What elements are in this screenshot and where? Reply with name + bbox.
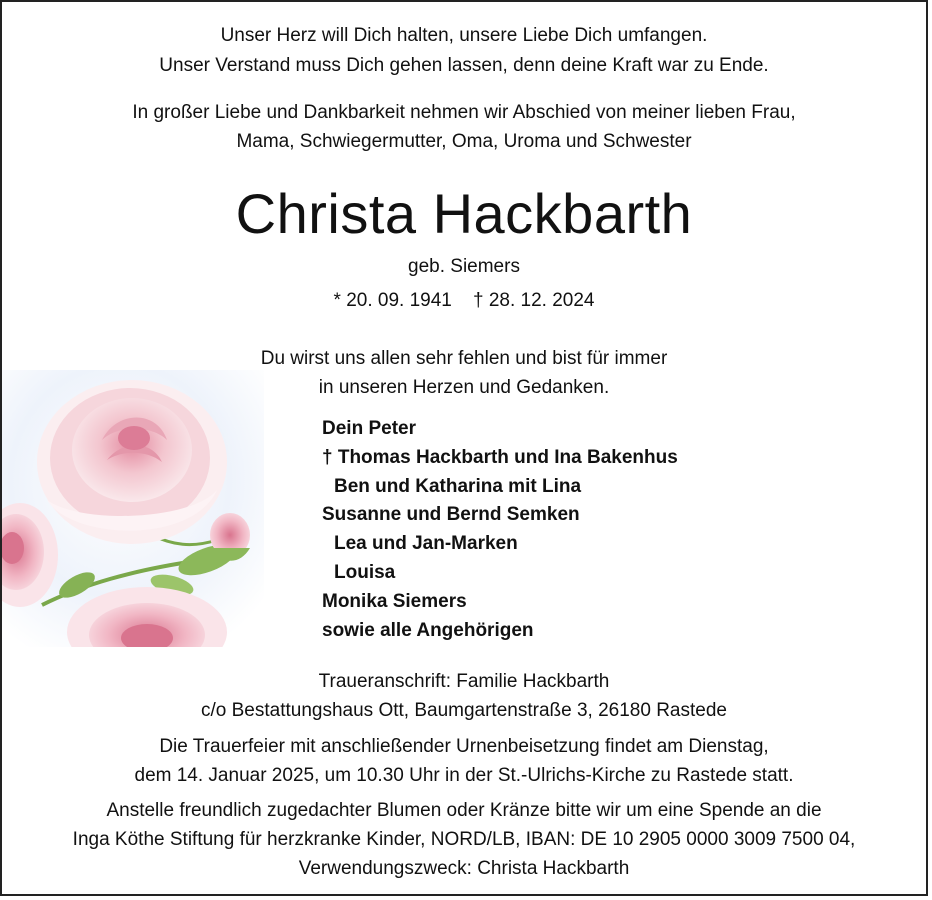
donation-line-3: Verwendungszweck: Christa Hackbarth: [298, 858, 630, 879]
roses-image: [2, 370, 264, 647]
donation-line-2: Inga Köthe Stiftung für herzkranke Kinder, NORD/LB, IBAN: DE 10 2905 0000 3009 7500 04,: [72, 829, 856, 850]
mourner-8: sowie alle Angehörigen: [322, 620, 534, 641]
mourner-2: † Thomas Hackbarth und Ina Bakenhus: [322, 447, 678, 468]
mourner-6: Louisa: [334, 562, 396, 583]
address-line-1: Traueranschrift: Familie Hackbarth: [318, 671, 610, 692]
donation-line-1: Anstelle freundlich zugedachter Blumen oder Kränze bitte wir um eine Spende an die: [106, 800, 822, 821]
ceremony-line-2: dem 14. Januar 2025, um 10.30 Uhr in der St.-Ulrichs-Kirche zu Rastede statt.: [134, 765, 794, 786]
deceased-name: Christa Hackbarth: [235, 182, 693, 245]
farewell-line-1: Du wirst uns allen sehr fehlen und bist für immer: [260, 348, 668, 369]
main-rose: [37, 380, 227, 544]
mourner-3: Ben und Katharina mit Lina: [334, 476, 582, 497]
life-dates: * 20. 09. 1941 † 28. 12. 2024: [333, 290, 595, 311]
poem-line-2: Unser Verstand muss Dich gehen lassen, denn deine Kraft war zu Ende.: [159, 55, 769, 76]
mourner-7: Monika Siemers: [322, 591, 467, 612]
mourner-5: Lea und Jan-Marken: [334, 533, 518, 554]
mourner-1: Dein Peter: [322, 418, 416, 439]
address-line-2: c/o Bestattungshaus Ott, Baumgartenstraße 3, 26180 Rastede: [201, 700, 727, 721]
intro-line-1: In großer Liebe und Dankbarkeit nehmen wir Abschied von meiner lieben Frau,: [132, 102, 796, 123]
mourner-4: Susanne und Bernd Semken: [322, 504, 580, 525]
ceremony-line-1: Die Trauerfeier mit anschließender Urnenbeisetzung findet am Dienstag,: [159, 736, 769, 757]
farewell-line-2: in unseren Herzen und Gedanken.: [318, 377, 610, 398]
intro-line-2: Mama, Schwiegermutter, Oma, Uroma und Schwester: [236, 131, 692, 152]
poem-line-1: Unser Herz will Dich halten, unsere Liebe Dich umfangen.: [220, 25, 708, 46]
maiden-name: geb. Siemers: [408, 256, 520, 277]
